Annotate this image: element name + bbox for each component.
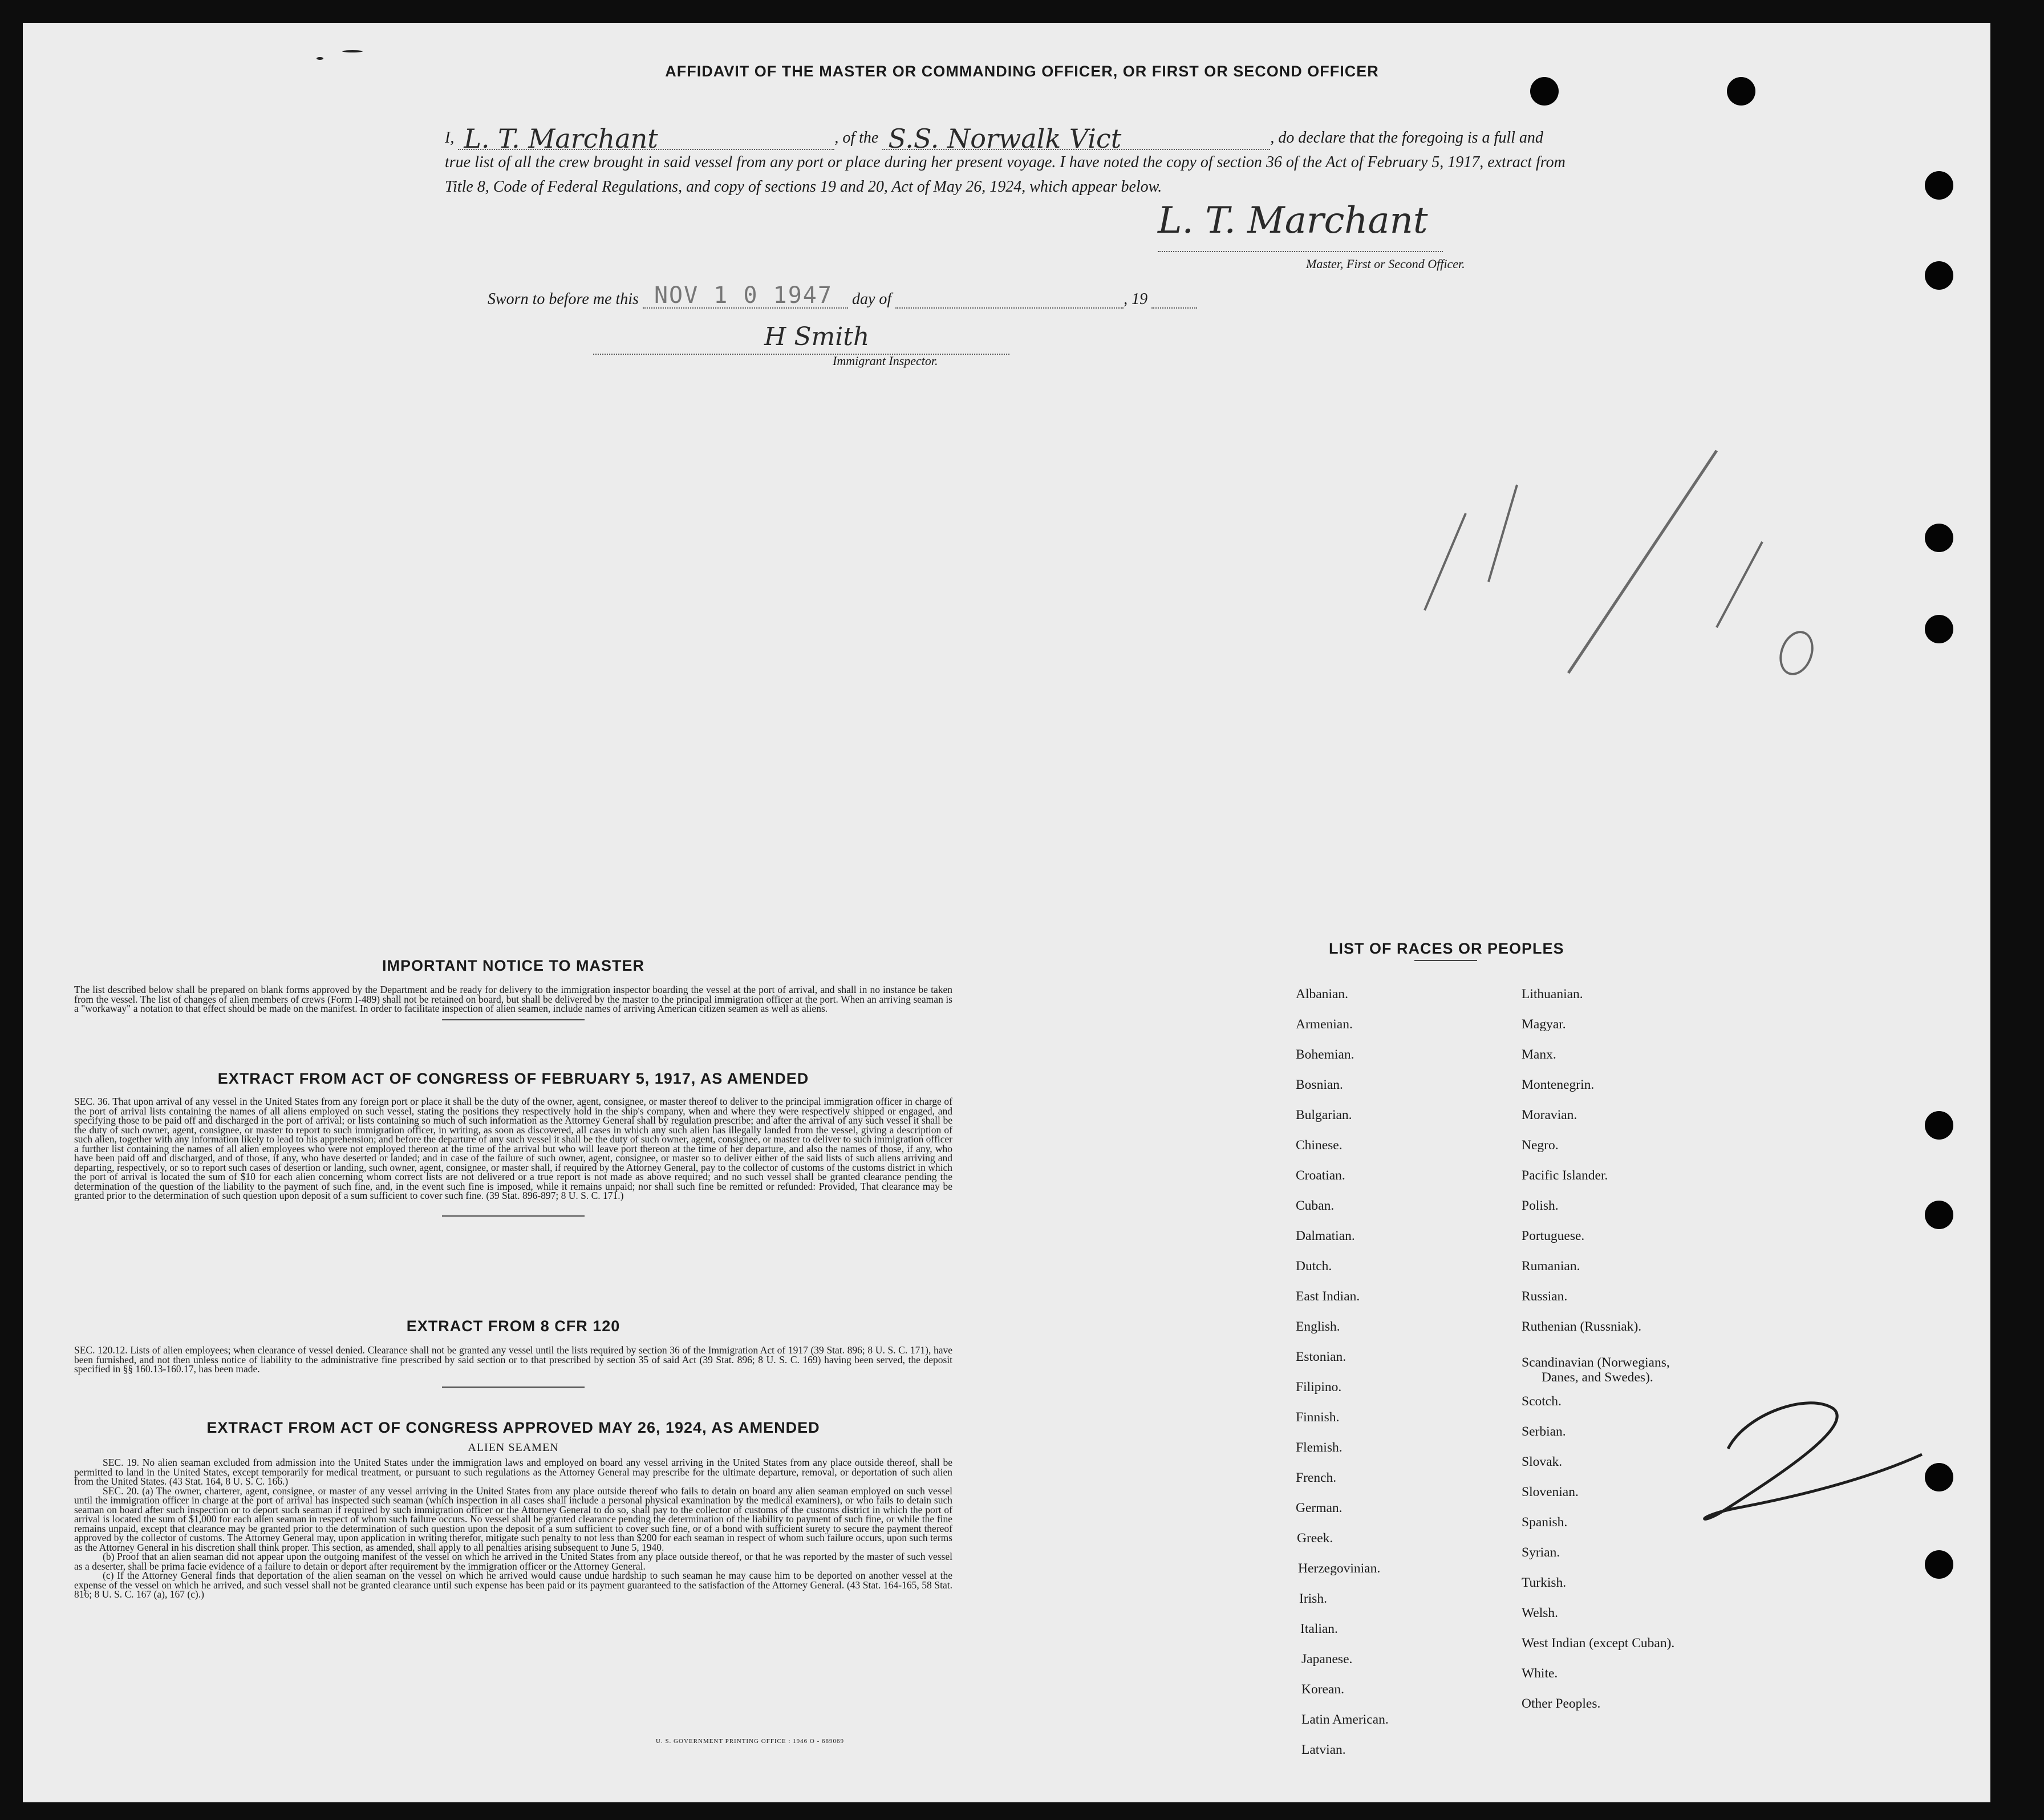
extract-1917 — [74, 1070, 952, 1222]
extract-1917-text: SEC. 36. That upon arrival of any vessel in the United States from any foreign port or place it shall be the duty of the owner, agent, consignee, or master thereof to deliver to the principal immigration officer in charge of the port of arrival lists containing the names of all aliens employed on such vessel, stating the positions they respectively hold in the ship's company, when and where they were respectively shipped or engaged, and specifying those to be paid off and discharged in the port of arrival; or lists containing so much of such information as the Attorney General shall by regulation prescribe; and after the arrival of any such vessel it shall be the duty of such owner, agent, consignee, or master to report to such immigration officer, in writing, as soon as discovered, all cases in which any such alien has illegally landed from the vessel, giving a description of such alien, together with any information likely to lead to his apprehension; and before the departure of any such vessel it shall be the duty of such owner, agent, consignee, or master to deliver to such immigration officer a further list containing the names of all alien employees who were not employed thereon at the time of the arrival but who will leave port thereon at the time of her departure, and also the names of those, if any, who have been paid off and discharged, and of those, if any, who have deserted or landed; and in case of the failure of such owner, agent, consignee, or master so to deliver either of the said lists of such aliens arriving and departing, respectively, or so to report such cases of desertion or landing, such owner, agent, consignee, or master shall, if required by the Attorney General, pay to the collector of customs of the customs district in which the port of arrival is located the sum of $10 for each alien concerning whom correct lists are not delivered or a true report is not made as above required; and no such vessel shall be granted clearance pending the determination of the question of the liability to the payment of such fine, and, in the event such fine is imposed, while it remains unpaid; nor shall such fine be remitted or refunded: Provided, That clearance may be granted prior to the determination of such question upon deposit of a sum sufficient to cover such fine. (39 Stat. 896-897; 8 U. S. C. 171.) — [74, 1096, 952, 1201]
race-item: Russian. — [1522, 1289, 1568, 1304]
specks — [317, 57, 323, 60]
race-item: Italian. — [1300, 1622, 1338, 1636]
race-item: Flemish. — [1296, 1440, 1343, 1455]
race-item: Cuban. — [1296, 1198, 1335, 1213]
race-item: Slovak. — [1522, 1454, 1563, 1469]
race-item: Turkish. — [1522, 1575, 1567, 1590]
race-item: Negro. — [1522, 1138, 1559, 1153]
extract-1924-subtitle: ALIEN SEAMEN — [468, 1441, 559, 1454]
divider — [442, 1215, 585, 1217]
race-item: Lithuanian. — [1522, 987, 1583, 1002]
race-item: German. — [1296, 1501, 1343, 1515]
race-item: Latin American. — [1301, 1712, 1389, 1727]
race-item: Albanian. — [1296, 987, 1349, 1002]
pencil-number — [1688, 1392, 1928, 1529]
race-item: East Indian. — [1296, 1289, 1360, 1304]
vessel-name: S.S. Norwalk Vict — [888, 123, 1122, 154]
punch-hole — [1925, 1463, 1953, 1491]
notice-title: IMPORTANT NOTICE TO MASTER — [382, 957, 644, 974]
declaration — [445, 125, 1568, 199]
vessel-name-line — [882, 123, 1270, 154]
signature-caption: Master, First or Second Officer. — [1306, 257, 1465, 271]
declaration-body: that the foregoing is a full and true list of all the crew brought in said vessel from any port or place during her present voyage. I have noted the copy of section 36 of the Act of February 5, 1917, extract from Title 8, Code of Federal Regulations, and copy of sections 19 and 20, Act of May 26, 1924, which appear below. — [445, 129, 1566, 196]
race-item: Dalmatian. — [1296, 1229, 1355, 1243]
inspector-signature-line — [593, 319, 1009, 355]
race-item: West Indian (except Cuban). — [1522, 1636, 1675, 1651]
race-item: Armenian. — [1296, 1017, 1353, 1032]
race-item: English. — [1296, 1319, 1340, 1334]
master-name: L. T. Marchant — [464, 123, 658, 154]
specks — [342, 50, 363, 52]
notice-text: The list described below shall be prepared on blank forms approved by the Department and be ready for delivery to the immigration inspector boarding the vessel at the port of arrival, and shall in no instance be taken from the vessel. The list of changes of alien members of crews (Form I-489) shall not be retained on board, but shall be delivered by the master to the principal immigration officer at the port. When an arriving seaman is a "workaway" a notation to that effect should be made on the manifest. In order to facilitate inspection of alien seamen, include names of arriving American citizen seamen as well as aliens. — [74, 984, 952, 1014]
race-item: Montenegrin. — [1522, 1077, 1595, 1092]
race-item: Croatian. — [1296, 1168, 1345, 1183]
year-prefix: , 19 — [1124, 290, 1148, 308]
race-item: Estonian. — [1296, 1349, 1347, 1364]
punch-hole — [1925, 524, 1953, 552]
punch-hole — [1925, 1201, 1953, 1229]
race-item: Korean. — [1301, 1682, 1345, 1697]
of-the-label: , of the — [834, 129, 879, 147]
pencil-annotation — [1397, 445, 1825, 702]
race-item: French. — [1296, 1470, 1337, 1485]
race-item: Herzegovinian. — [1298, 1561, 1381, 1576]
sworn-line — [488, 282, 1197, 309]
race-item: Moravian. — [1522, 1108, 1577, 1122]
inspector-caption: Immigrant Inspector. — [833, 354, 938, 368]
race-item: Bosnian. — [1296, 1077, 1343, 1092]
extract-cfr-title: EXTRACT FROM 8 CFR 120 — [406, 1318, 620, 1335]
race-item: Syrian. — [1522, 1545, 1560, 1560]
race-item: Danes, and Swedes). — [1542, 1370, 1653, 1385]
punch-hole — [1925, 615, 1953, 643]
race-item: Japanese. — [1301, 1652, 1353, 1667]
punch-hole — [1530, 77, 1559, 106]
race-item: Filipino. — [1296, 1380, 1342, 1395]
race-item: Bulgarian. — [1296, 1108, 1352, 1122]
race-item: Pacific Islander. — [1522, 1168, 1608, 1183]
race-item: Welsh. — [1522, 1606, 1559, 1620]
inspector-signature: H Smith — [764, 322, 870, 351]
sec-19-text: SEC. 19. No alien seaman excluded from admission into the United States under the immigration laws and employed on board any vessel arriving in the United States from any place outside thereof, shall be permitted to land in the United States, except temporarily for medical treatment, or pursuant to such regulations as the Attorney General may prescribe for the ultimate departure, removal, or deportation of such alien from the United States. (43 Stat. 164, 8 U. S. C. 166.) — [74, 1457, 952, 1487]
race-item: Latvian. — [1301, 1742, 1346, 1757]
race-item: Polish. — [1522, 1198, 1559, 1213]
race-item: Dutch. — [1296, 1259, 1332, 1274]
punch-hole — [1727, 77, 1755, 106]
sec-20b-text: (b) Proof that an alien seaman did not appear upon the outgoing manifest of the vessel on which he arrived in the United States from any place outside thereof, or that he was reported by the master of such vessel as a deserter, shall be prima facie evidence of a failure to detain or deport after requirement by the immigration officer or the Attorney General. — [74, 1551, 952, 1572]
race-item: Scotch. — [1522, 1394, 1562, 1409]
date-stamp: NOV 1 0 1947 — [654, 282, 833, 309]
race-item: Rumanian. — [1522, 1259, 1580, 1274]
year-line — [1151, 288, 1197, 309]
important-notice — [74, 957, 952, 1026]
race-item: Serbian. — [1522, 1424, 1566, 1439]
master-name-line — [458, 123, 834, 154]
do-declare-label: , do declare — [1270, 129, 1346, 147]
race-item: Magyar. — [1522, 1017, 1566, 1032]
day-of-label: day of — [851, 290, 892, 308]
punch-hole — [1925, 261, 1953, 290]
race-item: Manx. — [1522, 1047, 1556, 1062]
race-item: Portuguese. — [1522, 1229, 1585, 1243]
sworn-label: Sworn to before me this — [488, 290, 639, 308]
race-item: Spanish. — [1522, 1515, 1568, 1530]
race-item: Greek. — [1297, 1531, 1333, 1546]
sworn-date-line — [643, 282, 848, 309]
race-item: Other Peoples. — [1522, 1696, 1601, 1711]
punch-hole — [1925, 171, 1953, 200]
extract-1917-title: EXTRACT FROM ACT OF CONGRESS OF FEBRUARY 5, 1917, AS AMENDED — [217, 1070, 809, 1087]
sec-20c-text: (c) If the Attorney General finds that deportation of the alien seaman on the vessel on which he arrived would cause undue hardship to such seaman he may cause him to be deported on another vessel at the expense of the vessel on which he arrived, and such vessel shall not be granted clearance until such expense has been paid or its payment guaranteed to the satisfaction of the Attorney General. (43 Stat. 164-165, 58 Stat. 816; 8 U. S. C. 167 (a), 167 (c).) — [74, 1570, 952, 1600]
extract-1924 — [74, 1419, 952, 1599]
race-item: White. — [1522, 1666, 1558, 1681]
races-title: LIST OF RACES OR PEOPLES — [1329, 940, 1564, 957]
divider — [1414, 960, 1477, 961]
sec-20a-text: SEC. 20. (a) The owner, charterer, agent, consignee, or master of any vessel arriving in the United States from any place outside thereof who fails to detain on board any alien seaman employed on such vessel until the immigration officer in charge at the port of arrival has inspected such seaman (which inspection in all cases shall include a personal physical examination by the medical examiners), or who fails to detain such seaman on board after such inspection or to deport such seaman if required by such immigration officer or the Attorney General to do so, shall pay to the collector of customs of the customs district in which the port of arrival is located the sum of $1,000 for each alien seaman in respect of whom such failure occurs. No vessel shall be granted clearance pending the determination of the liability to payment of such fine, or while the fine remains unpaid, except that clearance may be granted prior to the determination of such question upon the deposit of a sum sufficient to cover such fine, or of a bond with sufficient surety to secure the payment thereof approved by the collector of customs. The Attorney General may, upon application in writing therefor, mitigate such penalty to not less than $200 for each seaman in respect of whom such failure occurs, upon such terms as the Attorney General in his discretion shall think proper. This section, as amended, shall apply to all penalties arising subsequent to June 5, 1940. — [74, 1485, 952, 1553]
i-label: I, — [445, 129, 455, 147]
race-item: Slovenian. — [1522, 1485, 1579, 1499]
race-item: Irish. — [1299, 1591, 1327, 1606]
month-line — [895, 288, 1124, 309]
race-item: Scandinavian (Norwegians, — [1522, 1355, 1670, 1370]
extract-cfr — [74, 1318, 952, 1393]
race-item: Chinese. — [1296, 1138, 1343, 1153]
master-signature: L. T. Marchant — [1158, 200, 1443, 252]
race-item: Bohemian. — [1296, 1047, 1354, 1062]
punch-hole — [1925, 1111, 1953, 1140]
printer-line: U. S. GOVERNMENT PRINTING OFFICE : 1946 O - 689069 — [656, 1738, 845, 1745]
race-item: Finnish. — [1296, 1410, 1340, 1425]
divider — [442, 1019, 585, 1020]
race-item: Ruthenian (Russniak). — [1522, 1319, 1642, 1334]
extract-1924-title: EXTRACT FROM ACT OF CONGRESS APPROVED MAY 26, 1924, AS AMENDED — [206, 1419, 820, 1436]
extract-cfr-text: SEC. 120.12. Lists of alien employees; when clearance of vessel denied. Clearance shall not be granted any vessel until the lists required by section 36 of the Immigration Act of 1917 (39 Stat. 896; 8 U. S. C. 171), have been furnished, and not then unless notice of liability to the administrative fine prescribed by said section or to that prescribed by section 35 of said Act (39 Stat. 896; 8 U. S. C. 169) having been served, the deposit specified in §§ 160.13-160.17, has been made. — [74, 1344, 952, 1375]
divider — [442, 1387, 585, 1388]
affidavit-title: AFFIDAVIT OF THE MASTER OR COMMANDING OFFICER, OR FIRST OR SECOND OFFICER — [665, 63, 1379, 80]
punch-hole — [1925, 1550, 1953, 1579]
